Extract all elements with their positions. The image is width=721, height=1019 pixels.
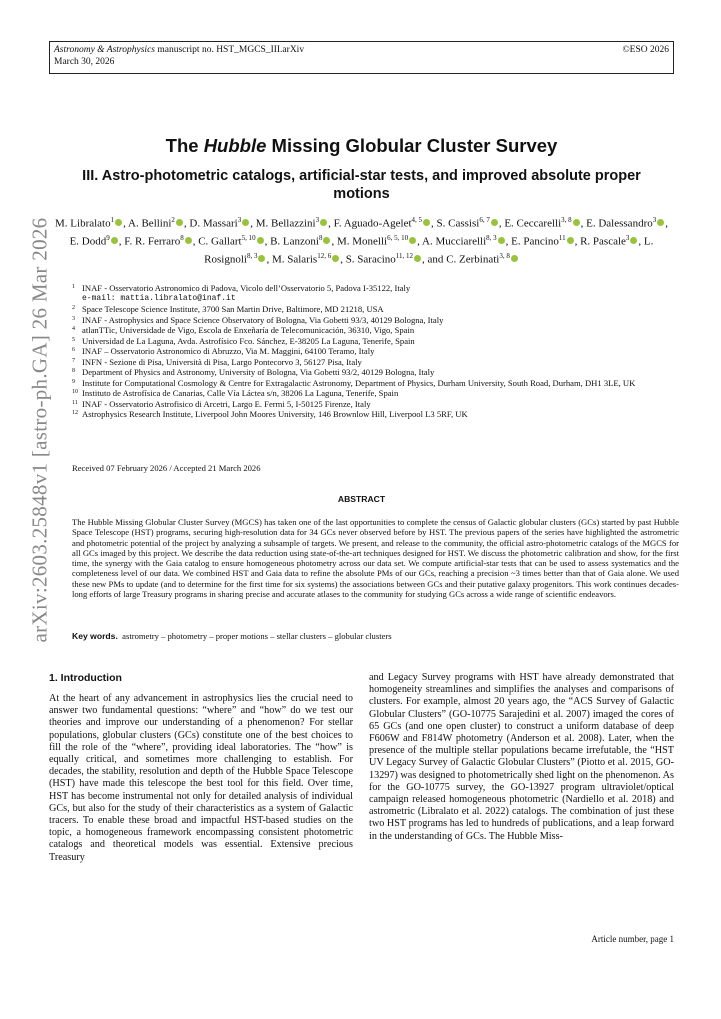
author-name: L. Rosignoli — [204, 235, 654, 266]
orcid-icon[interactable] — [111, 237, 118, 244]
author-affiliation-mark: 12, 6 — [317, 252, 332, 261]
author-name: E. Dodd — [69, 235, 107, 248]
manuscript-id: manuscript no. HST_MGCS_III.arXiv — [157, 45, 305, 55]
affiliation-item: 8 Department of Physics and Astronomy, University of Bologna, Via Gobetti 93/2, 40129 Bologna, Italy — [72, 367, 435, 377]
received-dates: Received 07 February 2026 / Accepted 21 March 2026 — [72, 463, 261, 473]
intro-column-left: At the heart of any advancement in astrophysics lies the crucial need to answer two fundamental questions: “where” and “how” do we test our theories and improve our understanding of a phenomenon? For stellar populations, globular clusters (GCs) constitute one of the best choices to fill the role of the “where”, providing ideal laboratories. The “how” is equally critical, and sometimes more challenging to establish. For decades, the stability, resolution and depth of the Hubble Space Telescope (HST) have made this telescope the best tool for this field. Over time, HST has become instrumental not only for detailed analysis of individual GCs, but also for the study of their characteristics as a system of Galactic tracers. To enable these broad and impactful HST-based studies on the topic, a homogeneous framework encompassing consistent photometric catalogs and theoretical models was essential. Extensive precious Treasury — [49, 693, 353, 863]
author-name: F. Aguado-Agelet — [333, 217, 412, 230]
author-affiliation-mark: 3, 8 — [561, 216, 572, 224]
affiliation-item: 10 Instituto de Astrofísica de Canarias, Calle Vía Láctea s/n, 38206 La Laguna, Tenerife, Spain — [72, 388, 399, 398]
author-affiliation-mark: 2 — [171, 216, 175, 224]
copyright: ©ESO 2026 — [622, 45, 669, 55]
manuscript-date: March 30, 2026 — [54, 57, 115, 67]
orcid-icon[interactable] — [409, 237, 416, 244]
author-affiliation-mark: 3, 8 — [499, 252, 510, 261]
paper-title: The Hubble Missing Globular Cluster Survey — [165, 135, 558, 156]
author-name: M. Bellazzini — [255, 217, 316, 230]
orcid-icon[interactable] — [414, 255, 421, 262]
author-name: S. Cassisi — [436, 217, 480, 230]
orcid-icon[interactable] — [630, 237, 637, 244]
author-affiliation-mark: 4, 5 — [411, 216, 423, 224]
page-footer: Article number, page 1 — [591, 934, 674, 944]
affiliation-item: 11 INAF - Osservatorio Astrofisico di Arcetri, Largo E. Fermi 5, I-50125 Firenze, Italy — [72, 398, 371, 409]
affiliation-list — [72, 283, 682, 420]
author-affiliation-mark: 3 — [315, 216, 320, 224]
author-name: E. Pancino — [511, 235, 559, 248]
author-name: D. Massari — [189, 217, 238, 230]
section-title: 1. Introduction — [49, 672, 122, 684]
author-list: M. Libralato$^1$ , A. Bellini$^2$ , D. Massari$^3$ , M. Bellazzini$^3$ , F. Aguado-Agelet$^{4, 5}$ , S. Cassisi$^{6, 7}$ , E. Ceccarelli$^{3, 8}$ , E. Dalessandro$^3$ , E. Dodd$^9$ , F. R. Ferraro$^8$ , C. Gallart$^{5, 10}$ , B. Lanzoni$^8$ , M. Monelli$^{6, 5, 10}$ , A. Mucciarelli$^{8, 3}$ , E. Pancino$^{11}$ , R. Pascale$^3$ , L. Rosignoli$^{8, 3}$ , M. Salaris$^{12, 6}$ , S. Saracino$^{11, 12}$ , and C. Zerbinati$^{3, 8}$ — [55, 216, 668, 266]
orcid-icon[interactable] — [498, 237, 505, 244]
orcid-icon[interactable] — [185, 237, 192, 244]
author-name: C. Gallart — [198, 235, 242, 248]
author-affiliation-mark: 11 — [558, 234, 566, 243]
orcid-icon[interactable] — [258, 255, 265, 262]
affiliation-item: 6 INAF – Osservatorio Astronomico di Abruzzo, Via M. Maggini, 64100 Teramo, Italy — [72, 346, 375, 356]
orcid-icon[interactable] — [657, 219, 664, 226]
author-name: S. Saracino — [345, 253, 396, 266]
author-affiliation-mark: 8 — [180, 234, 184, 243]
manuscript-header-box — [49, 41, 674, 74]
orcid-icon[interactable] — [320, 219, 327, 226]
orcid-icon[interactable] — [511, 255, 518, 262]
author-name: M. Monelli — [336, 235, 388, 248]
affiliation-item: 3 INAF - Astrophysics and Space Science Observatory of Bologna, Via Gobetti 93/3, 40129 Bologna, Italy — [72, 314, 444, 325]
orcid-icon[interactable] — [242, 219, 249, 226]
affiliation-item: 7 INFN - Sezione di Pisa, Università di Pisa, Largo Pontecorvo 3, 56127 Pisa, Italy — [72, 356, 362, 367]
arxiv-stamp[interactable]: arXiv:2603.25848v1 [astro-ph.GA] 26 Mar 2026 — [27, 217, 52, 643]
contact-email[interactable]: e-mail: mattia.libralato@inaf.it — [82, 293, 236, 303]
intro-column-right: and Legacy Survey programs with HST have already demonstrated that homogeneity streamlines and simplifies the analyses and comparisons of clusters. For example, almost 20 years ago, the “ACS Survey of Galactic Globular Clusters” (GO-10775 Sarajedini et al. 2007) imaged the cores of 65 GCs (and one open cluster) to construct a uniform database of deep F606W and F814W photometry (Anderson et al. 2008). Later, when the presence of the multiple stellar populations became irrefutable, the “HST UV Legacy Survey of Galactic Globular Clusters” (Piotto et al. 2015, GO-13297) was designed to photometrically shed light on the phenomenon. As for the GO-10775 survey, the GO-13927 program ultraviolet/optical campaign released homogeneous photometric (Nardiello et al. 2018) and astrometric (Libralato et al. 2022) catalogs. The combination of just these two HST programs has led to hundreds of publications, and a leap forward in the understanding of GCs. The Hubble Miss- — [369, 672, 674, 842]
abstract-heading: ABSTRACT — [337, 494, 386, 504]
affiliation-item: 1 INAF - Osservatorio Astronomico di Padova, Vicolo dell’Osservatorio 5, Padova I-35122, Italy — [72, 283, 411, 293]
author-affiliation-mark: 3 — [652, 216, 657, 224]
abstract-text: The Hubble Missing Globular Cluster Survey (MGCS) has taken one of the last opportunities to complete the census of Galactic globular clusters (GCs) started by past Hubble Space Telescope (HST) programs, securing high-resolution data for 34 GCs never observed before by HST. The previous papers of the series have highlighted the astrometric and photometric potential of the project by analyzing a subsample of targets. We present, and release to the community, the official astro-photometric catalogs of the MGCS for all GCs imaged by this project. We describe the data reduction using state-of-the-art techniques designed for HST. We discuss the photometric calibration and show, for the first time, the synergy with the Gaia catalog to ensure homogeneous photometry across our data set. We compute artificial-star tests that can be used to assess systematics and the completeness level of our data. We combined HST and Gaia data to refine the absolute PMs of our GCs, reaching a precision ~3 times better than that of Gaia alone. We used these new PMs to update (and to determine for the first time for six systems) the associations between GCs and their putative galaxy progenitors. This work continues decades-long efforts of large Treasury programs in sharing precise and accurate atlases to the community for studying GCs across a wide range of scientific endeavors. — [72, 517, 679, 600]
author-name: M. Libralato — [55, 217, 111, 230]
author-affiliation-mark: 5, 10 — [241, 234, 256, 243]
author-affiliation-mark: 6, 7 — [479, 216, 490, 224]
author-name: M. Salaris — [271, 253, 318, 266]
author-affiliation-mark: 6, 5, 10 — [387, 234, 409, 243]
journal-name: Astronomy & Astrophysics — [54, 45, 155, 55]
orcid-icon[interactable] — [115, 219, 122, 226]
author-name: R. Pascale — [580, 235, 626, 248]
author-affiliation-mark: 8, 3 — [246, 252, 258, 261]
affiliation-item: 2 Space Telescope Science Institute, 3700 San Martin Drive, Baltimore, MD 21218, USA — [72, 304, 384, 314]
orcid-icon[interactable] — [323, 237, 330, 244]
orcid-icon[interactable] — [257, 237, 264, 244]
author-affiliation-mark: 3 — [237, 216, 242, 224]
author-name: C. Zerbinati — [446, 253, 500, 266]
author-affiliation-mark: 8 — [318, 234, 323, 243]
paper-subtitle: III. Astro-photometric catalogs, artificial-star tests, and improved absolute proper motions — [82, 168, 641, 202]
author-affiliation-mark: 1 — [110, 216, 115, 224]
orcid-icon[interactable] — [423, 219, 430, 226]
affiliation-item: 5 Universidad de La Laguna, Avda. Astrofísico Fco. Sánchez, E-38205 La Laguna, Tenerife, Spain — [72, 335, 415, 346]
author-affiliation-mark: 11, 12 — [395, 252, 414, 261]
orcid-icon[interactable] — [176, 219, 183, 226]
author-name: E. Ceccarelli — [504, 217, 562, 230]
affiliation-item: 12 Astrophysics Research Institute, Liverpool John Moores University, 146 Brownlow Hill, Liverpool L3 5RF, UK — [72, 409, 468, 419]
orcid-icon[interactable] — [567, 237, 574, 244]
affiliation-item: 4 atlanTTic, Universidade de Vigo, Escola de Enxeñaría de Telecomunicación, 36310, Vigo, Spain — [72, 325, 415, 335]
author-affiliation-mark: 8, 3 — [486, 234, 497, 243]
keywords: Key words. astrometry – photometry – proper motions – stellar clusters – globular clusters — [72, 631, 392, 641]
author-affiliation-mark: 3 — [625, 234, 630, 243]
author-name: E. Dalessandro — [586, 217, 653, 230]
affiliation-item: 9 Institute for Computational Cosmology & Centre for Extragalactic Astronomy, Department of Physics, Durham University, South Road, Durham, DH1 3LE, UK — [72, 377, 636, 388]
author-affiliation-mark: 9 — [106, 234, 110, 243]
author-name: A. Mucciarelli — [422, 235, 487, 248]
author-name: A. Bellini — [128, 217, 172, 230]
orcid-icon[interactable] — [332, 255, 339, 262]
orcid-icon[interactable] — [491, 219, 498, 226]
author-name: F. R. Ferraro — [124, 235, 181, 248]
orcid-icon[interactable] — [573, 219, 580, 226]
author-name: B. Lanzoni — [270, 235, 319, 248]
